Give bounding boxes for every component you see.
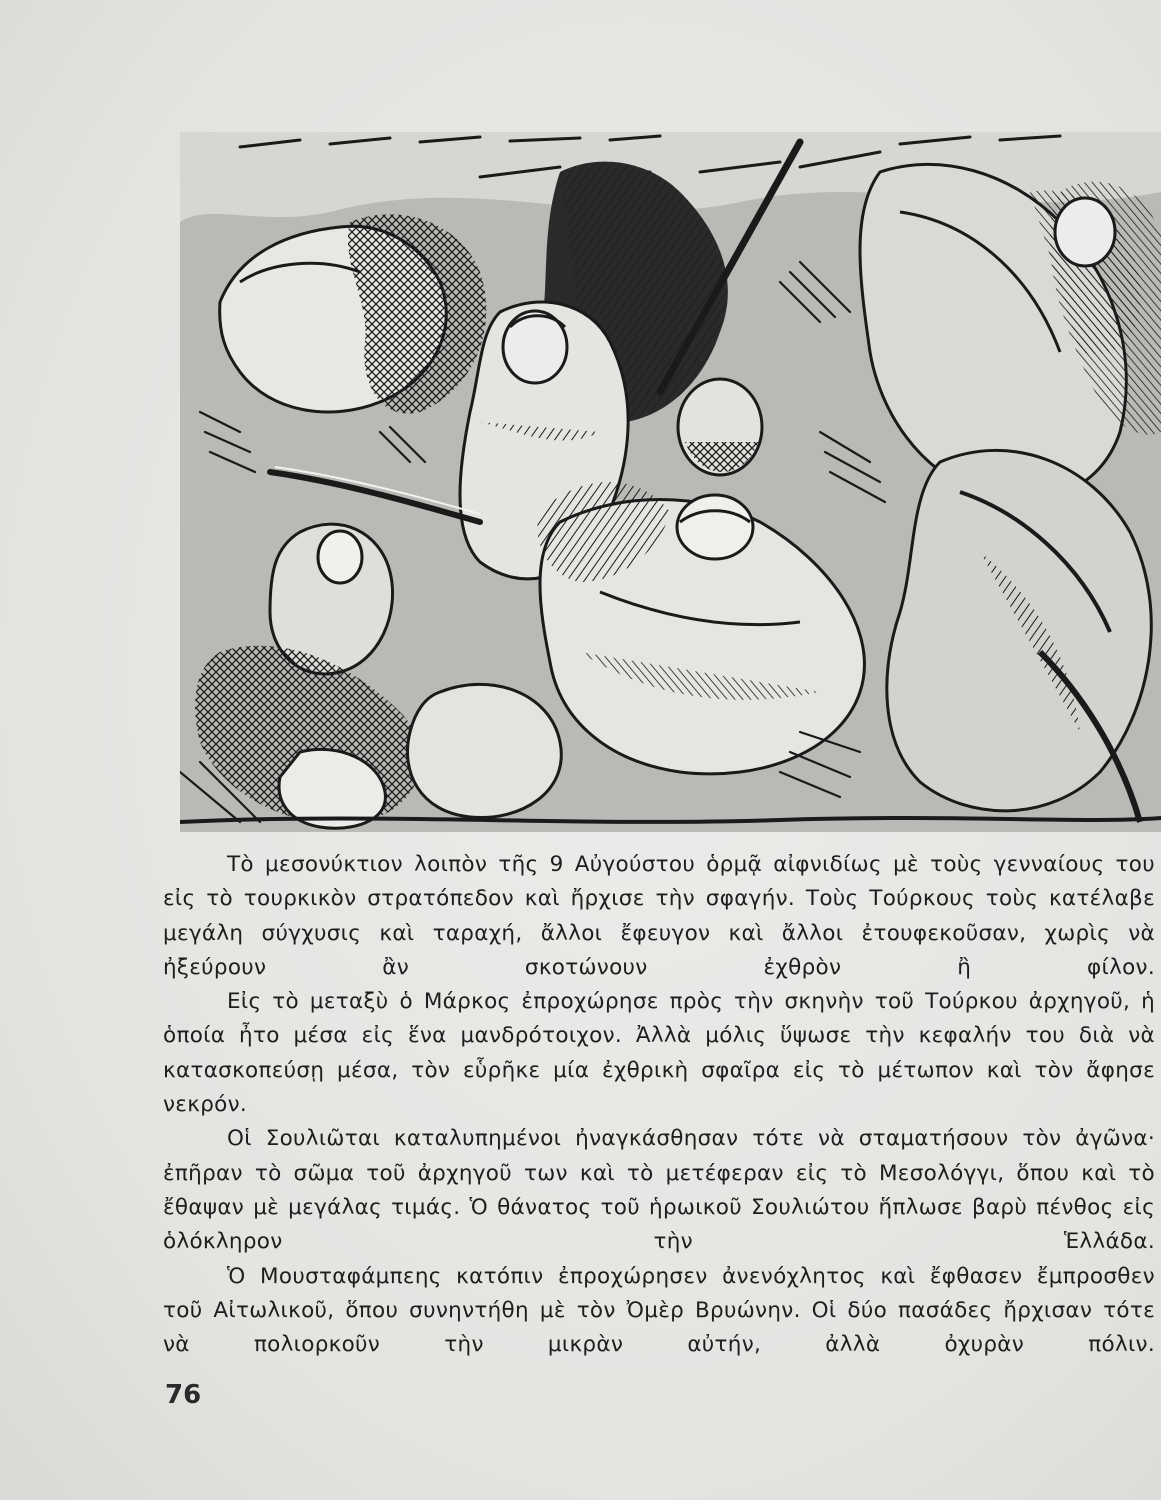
- body-text: [163, 848, 1155, 1362]
- paragraph-1: Τὸ μεσονύκτιον λοιπὸν τῆς 9 Αὐγούστου ὁρμᾷ αἰφνιδίως μὲ τοὺς γενναίους του εἰς τὸ τουρκικὸν στρατόπεδον καὶ ἤρχισε τὴν σφαγήν. Τοὺς Τούρκους τοὺς κατέλαβε μεγάλη σύγχυσις καὶ ταραχή, ἄλλοι ἔφευγον καὶ ἄλλοι ἐτουφεκοῦσαν, χωρὶς νὰ ἠξεύρουν ἂν σκοτώνουν ἐχθρὸν ἢ φίλον.: [163, 852, 1155, 980]
- battle-illustration: [180, 132, 1161, 832]
- battle-scene-woodcut-icon: [180, 132, 1161, 832]
- paragraph-2: Εἰς τὸ μεταξὺ ὁ Μάρκος ἐπροχώρησε πρὸς τὴν σκηνὴν τοῦ Τούρκου ἀρχηγοῦ, ἡ ὁποία ἦτο μέσα εἰς ἕνα μανδρότοιχον. Ἀλλὰ μόλις ὕψωσε τὴν κεφαλήν του διὰ νὰ κατασκοπεύσῃ μέσα, τὸν εὗρῆκε μία ἐχθρικὴ σφαῖρα εἰς τὸ μέτωπον καὶ τὸν ἄφησε νεκρόν.: [163, 989, 1155, 1118]
- paragraph-4: Ὁ Μουσταφάμπεης κατόπιν ἐπροχώρησεν ἀνενόχλητος καὶ ἔφθασεν ἔμπροσθεν τοῦ Αἰτωλικοῦ, ὅπου συνηντήθη μὲ τὸν Ὀμὲρ Βρυώνην. Οἱ δύο πασάδες ἤρχισαν τότε νὰ πολιορκοῦν τὴν μικρὰν αὐτήν, ἀλλὰ ὀχυρὰν πόλιν.: [163, 1263, 1155, 1358]
- page-number: 76: [165, 1380, 202, 1410]
- paragraph-3: Οἱ Σουλιῶται καταλυπημένοι ἠναγκάσθησαν τότε νὰ σταματήσουν τὸν ἀγῶνα· ἐπῆραν τὸ σῶμα τοῦ ἀρχηγοῦ των καὶ τὸ μετέφεραν εἰς τὸ Μεσολόγγι, ὅπου καὶ τὸ ἔθαψαν μὲ μεγάλας τιμάς. Ὁ θάνατος τοῦ ἡρωικοῦ Σουλιώτου ἥπλωσε βαρὺ πένθος εἰς ὁλόκληρον τὴν Ἑλλάδα.: [163, 1126, 1155, 1255]
